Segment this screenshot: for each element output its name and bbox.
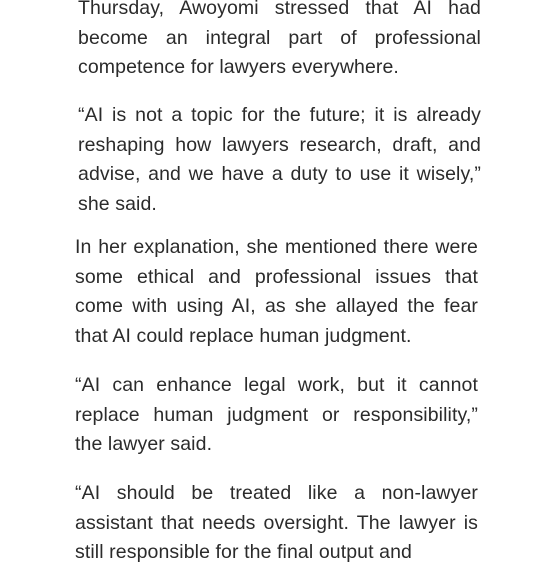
article-quote-paragraph: “AI is not a topic for the future; it is already reshaping how lawyers research, draft, and advise, and we have a duty to use it wisely,” she said. (78, 104, 481, 216)
article-quote-paragraph: “AI can enhance legal work, but it cannot replace human judgment or responsibility,” the lawyer said. (75, 374, 478, 456)
article-paragraph: In her explanation, she mentioned there were some ethical and professional issues that come with using AI, as she allayed the fear that AI could replace human judgment. (75, 236, 478, 348)
article-quote-paragraph: “AI should be treated like a non-lawyer assistant that needs oversight. The lawyer is still responsible for the final output and (75, 482, 478, 564)
article-paragraph: Thursday, Awoyomi stressed that AI had become an integral part of professional competence for lawyers everywhere. (78, 0, 481, 79)
